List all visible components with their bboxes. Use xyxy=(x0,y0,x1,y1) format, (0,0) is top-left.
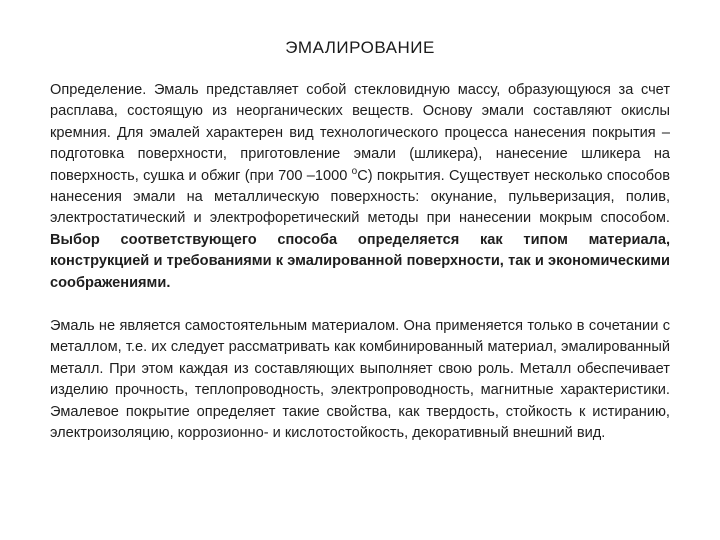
paragraph-composite-material: Эмаль не является самостоятельным материалом. Она применяется только в сочетании с металлом, т.е. их следует рассматривать как комбинированный материал, эмалированный металл. При этом каждая из составляющих выполняет свою роль. Металл обеспечивает изделию прочность, теплопроводность, электропроводность, магнитные характеристики. Эмалевое покрытие определяет такие свойства, как твердость, стойкость к истиранию, электроизоляцию, коррозионно- и кислотостойкость, декоративный внешний вид. xyxy=(50,318,670,442)
degree-superscript: о xyxy=(351,165,358,177)
slide-title: ЭМАЛИРОВАНИЕ xyxy=(285,38,435,57)
slide-body xyxy=(50,80,670,445)
definition-text-a: . Эмаль представляет собой стекловидную массу, образующуюся за счет расплава, состоящую из неорганических веществ. Основу эмали составляют окислы кремния. Для эмалей характерен вид технологического процесса нанесения покрытия – подготовка поверхности, приготовление эмали (шликера), нанесение шликера на поверхность, сушка и обжиг (при 700 –1000 xyxy=(50,82,670,184)
definition-text-b: С) покрытия. Существует несколько способов нанесения эмали на металлическую поверхность: окунание, пульверизация, полив, электростатический и электрофоретический методы при нанесении мокрым способом. xyxy=(50,167,670,227)
definition-emphasis: Выбор соответствующего способа определяется как типом материала, конструкцией и требованиями к эмалированной поверхности, так и экономическими соображениями. xyxy=(50,231,670,291)
definition-term: Определение xyxy=(50,82,143,98)
paragraph-definition xyxy=(50,80,670,294)
